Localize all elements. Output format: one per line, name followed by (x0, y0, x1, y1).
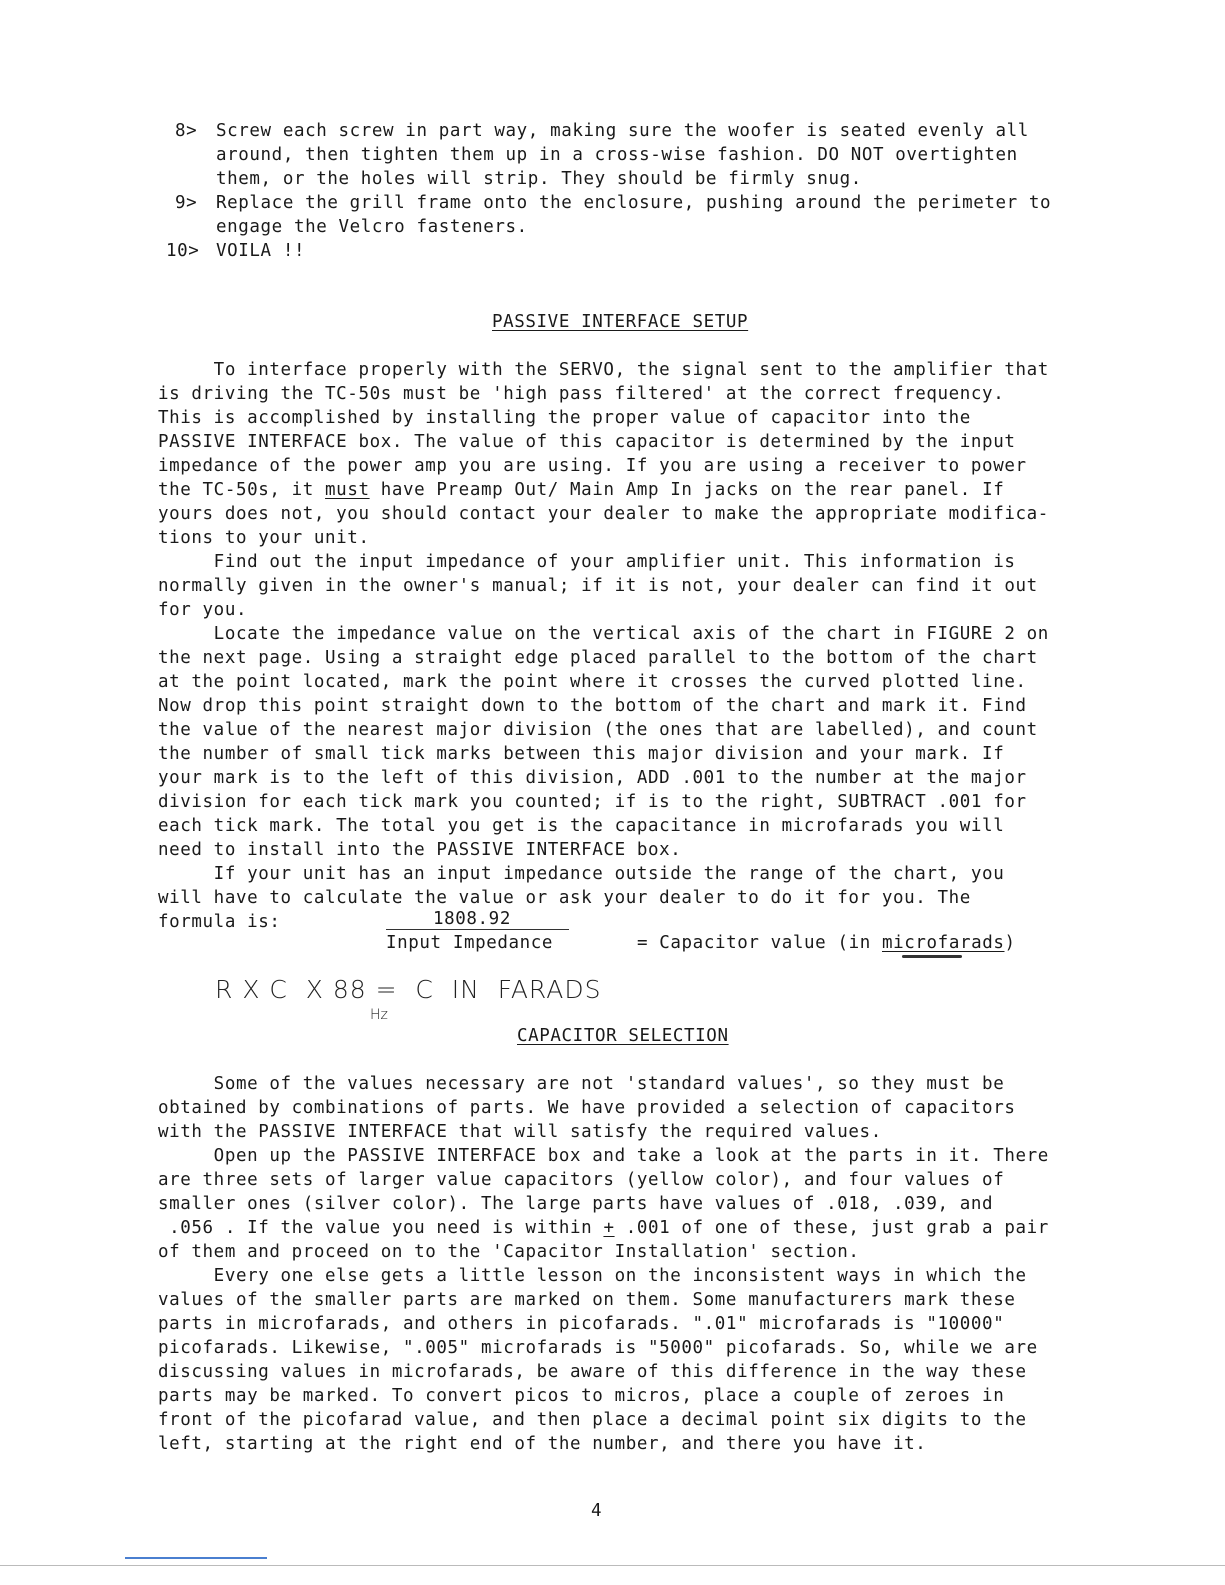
cap-p3-line: picofarads. Likewise, ".005" microfarads is "5000" picofarads. So, while we are (158, 1338, 1038, 1358)
formula-denominator: Input Impedance (386, 933, 554, 953)
page-number: 4 (591, 1501, 603, 1521)
passive-p2-line: for you. (158, 600, 248, 620)
capacitor-selection-heading: CAPACITOR SELECTION (517, 1026, 729, 1046)
cap-p3-line: discussing values in microfarads, be aware of this difference in the way these (158, 1362, 1027, 1382)
scribble-mark (902, 955, 962, 958)
cap-p3-line: parts may be marked. To convert picos to micros, place a couple of zeroes in (158, 1386, 1005, 1406)
passive-p3-line: the next page. Using a straight edge placed parallel to the bottom of the chart (158, 648, 1038, 668)
passive-p1-line: impedance of the power amp you are using. If you are using a receiver to power (158, 456, 1027, 476)
passive-p4-line: will have to calculate the value or ask your dealer to do it for you. The (158, 888, 971, 908)
passive-p1-line (158, 478, 1004, 502)
cap-p3-line: left, starting at the right end of the number, and there you have it. (158, 1434, 927, 1454)
cap-p2-line: are three sets of larger value capacitors (yellow color), and four values of (158, 1170, 1005, 1190)
cap-p1-line: obtained by combinations of parts. We have provided a selection of capacitors (158, 1098, 1016, 1118)
passive-p3-line: the number of small tick marks between this major division and your mark. If (158, 744, 1005, 764)
step-10-line-1: VOILA !! (216, 241, 306, 261)
formula-result (637, 931, 1016, 955)
cap-p3-line: values of the smaller parts are marked on them. Some manufacturers mark these (158, 1290, 1016, 1310)
text-segment: ) (1004, 933, 1016, 953)
text-segment: .001 of one of these, just grab a pair (614, 1218, 1049, 1238)
scan-bottom-line (0, 1565, 1225, 1566)
plus-minus-sign: + (603, 1218, 615, 1238)
step-8-line-1: Screw each screw in part way, making sure the woofer is seated evenly all (216, 121, 1029, 141)
passive-p1-line: is driving the TC-50s must be 'high pass filtered' at the correct frequency. (158, 384, 1005, 404)
passive-p3-line: need to install into the PASSIVE INTERFACE box. (158, 840, 682, 860)
cap-p3-line: parts in microfarads, and others in picofarads. ".01" microfarads is "10000" (158, 1314, 1005, 1334)
text-segment: = Capacitor value (in (637, 933, 882, 953)
passive-p2-line: normally given in the owner's manual; if it is not, your dealer can find it out (158, 576, 1038, 596)
passive-p3-line: Locate the impedance value on the vertical axis of the chart in FIGURE 2 on (158, 624, 1049, 644)
passive-p1-line: tions to your unit. (158, 528, 370, 548)
passive-p1-line: To interface properly with the SERVO, the signal sent to the amplifier that (158, 360, 1049, 380)
formula-intro: formula is: (158, 912, 281, 932)
passive-p3-line: the value of the nearest major division (the ones that are labelled), and count (158, 720, 1038, 740)
cap-p2-line: smaller ones (silver color). The large parts have values of .018, .039, and (158, 1194, 994, 1214)
step-8-line-2: around, then tighten them up in a cross-wise fashion. DO NOT overtighten (216, 145, 1018, 165)
cap-p2-line: Open up the PASSIVE INTERFACE box and take a look at the parts in it. There (158, 1146, 1049, 1166)
cap-p1-line: Some of the values necessary are not 'standard values', so they must be (158, 1074, 1005, 1094)
formula-fraction-bar (386, 929, 569, 930)
step-8-number: 8> (175, 121, 198, 141)
step-9-line-1: Replace the grill frame onto the enclosure, pushing around the perimeter to (216, 193, 1052, 213)
cap-p3-line: front of the picofarad value, and then place a decimal point six digits to the (158, 1410, 1027, 1430)
handwritten-formula: R X C X 88 = C IN FARADS (215, 975, 602, 1004)
text-segment: have Preamp Out/ Main Amp In jacks on the rear panel. If (369, 480, 1005, 500)
handwritten-hz: Hz (370, 1007, 388, 1023)
scan-edge-mark (125, 1557, 267, 1559)
emphasis-microfarads: microfarads (882, 933, 1005, 953)
text-segment: the TC-50s, it (158, 480, 326, 500)
passive-p3-line: division for each tick mark you counted; if is to the right, SUBTRACT .001 for (158, 792, 1027, 812)
emphasis-must: must (325, 480, 370, 500)
text-segment: .056 . If the value you need is within (158, 1218, 604, 1238)
passive-interface-heading: PASSIVE INTERFACE SETUP (492, 312, 749, 332)
passive-p1-line: yours does not, you should contact your dealer to make the appropriate modifica- (158, 504, 1049, 524)
cap-p3-line: Every one else gets a little lesson on the inconsistent ways in which the (158, 1266, 1027, 1286)
formula-numerator: 1808.92 (433, 909, 511, 929)
passive-p1-line: This is accomplished by installing the proper value of capacitor into the (158, 408, 971, 428)
passive-p3-line: each tick mark. The total you get is the capacitance in microfarads you will (158, 816, 1005, 836)
step-9-number: 9> (175, 193, 198, 213)
cap-p2-line: of them and proceed on to the 'Capacitor Installation' section. (158, 1242, 860, 1262)
passive-p3-line: Now drop this point straight down to the bottom of the chart and mark it. Find (158, 696, 1027, 716)
cap-p1-line: with the PASSIVE INTERFACE that will satisfy the required values. (158, 1122, 882, 1142)
passive-p4-line: If your unit has an input impedance outside the range of the chart, you (158, 864, 1005, 884)
step-10-number: 10> (166, 241, 200, 261)
cap-p2-line (158, 1216, 1049, 1240)
step-9-line-2: engage the Velcro fasteners. (216, 217, 528, 237)
passive-p2-line: Find out the input impedance of your amplifier unit. This information is (158, 552, 1016, 572)
passive-p3-line: your mark is to the left of this division, ADD .001 to the number at the major (158, 768, 1027, 788)
passive-p1-line: PASSIVE INTERFACE box. The value of this capacitor is determined by the input (158, 432, 1016, 452)
passive-p3-line: at the point located, mark the point where it crosses the curved plotted line. (158, 672, 1027, 692)
step-8-line-3: them, or the holes will strip. They should be firmly snug. (216, 169, 862, 189)
